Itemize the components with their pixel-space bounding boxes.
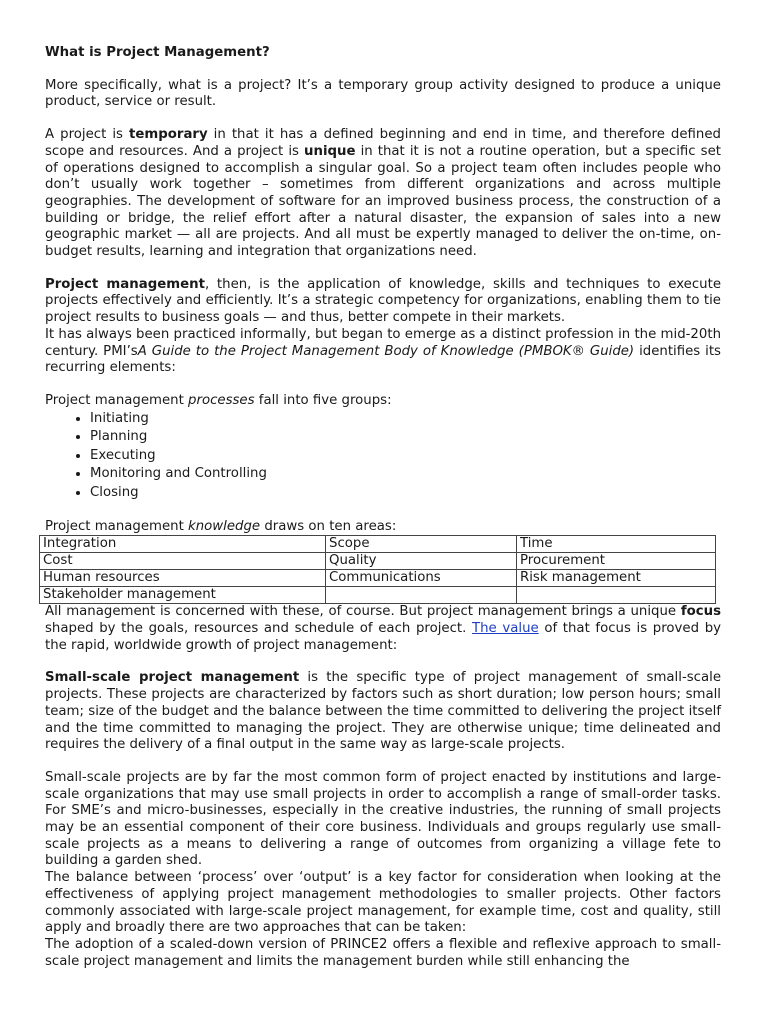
text-run: Project management <box>45 518 189 534</box>
the-value-link[interactable]: The value <box>471 621 539 637</box>
bold-temporary: temporary <box>129 127 208 143</box>
bold-unique: unique <box>304 143 356 159</box>
table-row <box>40 536 716 553</box>
paragraph-common: Small-scale projects are by far the most common form of project enacted by institutions and large-scale organizations that may use small projects in order to accomplish a range of small-order tasks. For SME’s and micro-businesses, especially in the creative industries, the running of small projects may be an essential component of their core business. Individuals and groups regularly use small-scale projects as a means to delivering a range of outcomes from organizing a village fete to building a garden shed. <box>45 769 721 869</box>
table-cell: Human resources <box>40 570 326 587</box>
paragraph-balance: The balance between ‘process’ over ‘output’ is a key factor for consideration when looking at the effectiveness of applying project management methodologies to smaller projects. Other factors commonly associated with large-scale project management, for example time, cost and quality, still apply and broadly there are two approaches that can be taken: <box>45 870 721 936</box>
list-item: • Planning <box>90 428 721 447</box>
paragraph-knowledge <box>45 519 721 536</box>
table-row <box>40 553 716 570</box>
bold-project-management: Project management <box>45 276 205 292</box>
table-cell: Communications <box>326 570 517 587</box>
text-run: shaped by the goals, resources and schedule of each project. <box>45 621 472 637</box>
list-item: • Initiating <box>90 410 721 429</box>
bold-focus: focus <box>680 604 721 620</box>
paragraph-intro: More specifically, what is a project? It’s a temporary group activity designed to produce a unique product, service or result. <box>45 77 721 110</box>
text-run: Project management <box>45 392 189 408</box>
text-run: in that it is not a routine operation, but a specific set of operations designed to accomplish a singular goal. So a project team often includes people who don’t usually work together – sometimes from different organizations and across multiple geographies. The development of software for an improved business process, the construction of a building or bridge, the relief effort after a natural disaster, the expansion of sales into a new geographic market — all are projects. And all must be expertly managed to deliver the on-time, on-budget results, learning and integration that organizations need. <box>45 143 721 260</box>
table-cell: Quality <box>326 553 517 570</box>
list-item: • Executing <box>90 447 721 466</box>
paragraph-prince2: The adoption of a scaled-down version of PRINCE2 offers a flexible and reflexive approach to small-scale project management and limits the management burden while still enhancing the <box>45 936 721 969</box>
text-run: It has always been practiced informally, but began to emerge as a distinct profession in the mid-20th century. PMI’s <box>45 326 721 359</box>
paragraph-project-management <box>45 277 721 327</box>
text-run: draws on ten areas: <box>260 518 397 534</box>
text-run: A project is <box>45 127 129 143</box>
table-row <box>40 570 716 587</box>
text-run: All management is concerned with these, of course. But project management brings a unique <box>45 604 681 620</box>
text-run: in that it has a defined beginning and end in time, and therefore defined scope and resources. And a project is <box>45 127 721 159</box>
document-body <box>45 45 721 970</box>
text-run: fall into five groups: <box>254 392 392 408</box>
table-cell: Procurement <box>517 553 716 570</box>
table-cell: Stakeholder management <box>40 587 326 604</box>
table-cell <box>517 587 716 604</box>
paragraph-processes <box>45 393 721 410</box>
text-run: , then, is the application of knowledge, skills and techniques to execute projects effectively and efficiently. It’s a strategic competency for organizations, enabling them to tie project results to business goals — and thus, better compete in their markets. <box>45 276 721 326</box>
paragraph-informal <box>45 327 721 377</box>
text-run: identifies its recurring elements: <box>45 343 721 376</box>
knowledge-areas-table <box>39 535 716 604</box>
table-cell <box>326 587 517 604</box>
doc-title: What is Project Management? <box>45 45 270 60</box>
text-run: is the specific type of project management of small-scale projects. These projects are characterized by factors such as short duration; low person hours; small team; size of the budget and the balance between the time committed to delivering the project itself and the time committed to managing the project. They are otherwise unique; time delineated and requires the delivery of a final output in the same way as large-scale projects. <box>45 670 721 753</box>
process-groups-list <box>45 410 721 503</box>
table-cell: Time <box>517 536 716 553</box>
table-cell: Risk management <box>517 570 716 587</box>
italic-pmbok-guide: A Guide to the Project Management Body of Knowledge (PMBOK® Guide) <box>137 343 635 359</box>
paragraph-focus <box>45 604 721 654</box>
table-cell: Cost <box>40 553 326 570</box>
table-cell: Scope <box>326 536 517 553</box>
list-item: • Monitoring and Controlling <box>90 465 721 484</box>
italic-processes: processes <box>188 392 255 408</box>
table-cell: Integration <box>40 536 326 553</box>
paragraph-small-scale <box>45 670 721 754</box>
italic-knowledge: knowledge <box>188 518 261 534</box>
text-run: of that focus is proved by the rapid, worldwide growth of project management: <box>45 621 722 653</box>
table-row <box>40 587 716 604</box>
paragraph-temporary <box>45 127 721 261</box>
list-item: • Closing <box>90 484 721 503</box>
bold-small-scale: Small-scale project management <box>45 670 300 686</box>
